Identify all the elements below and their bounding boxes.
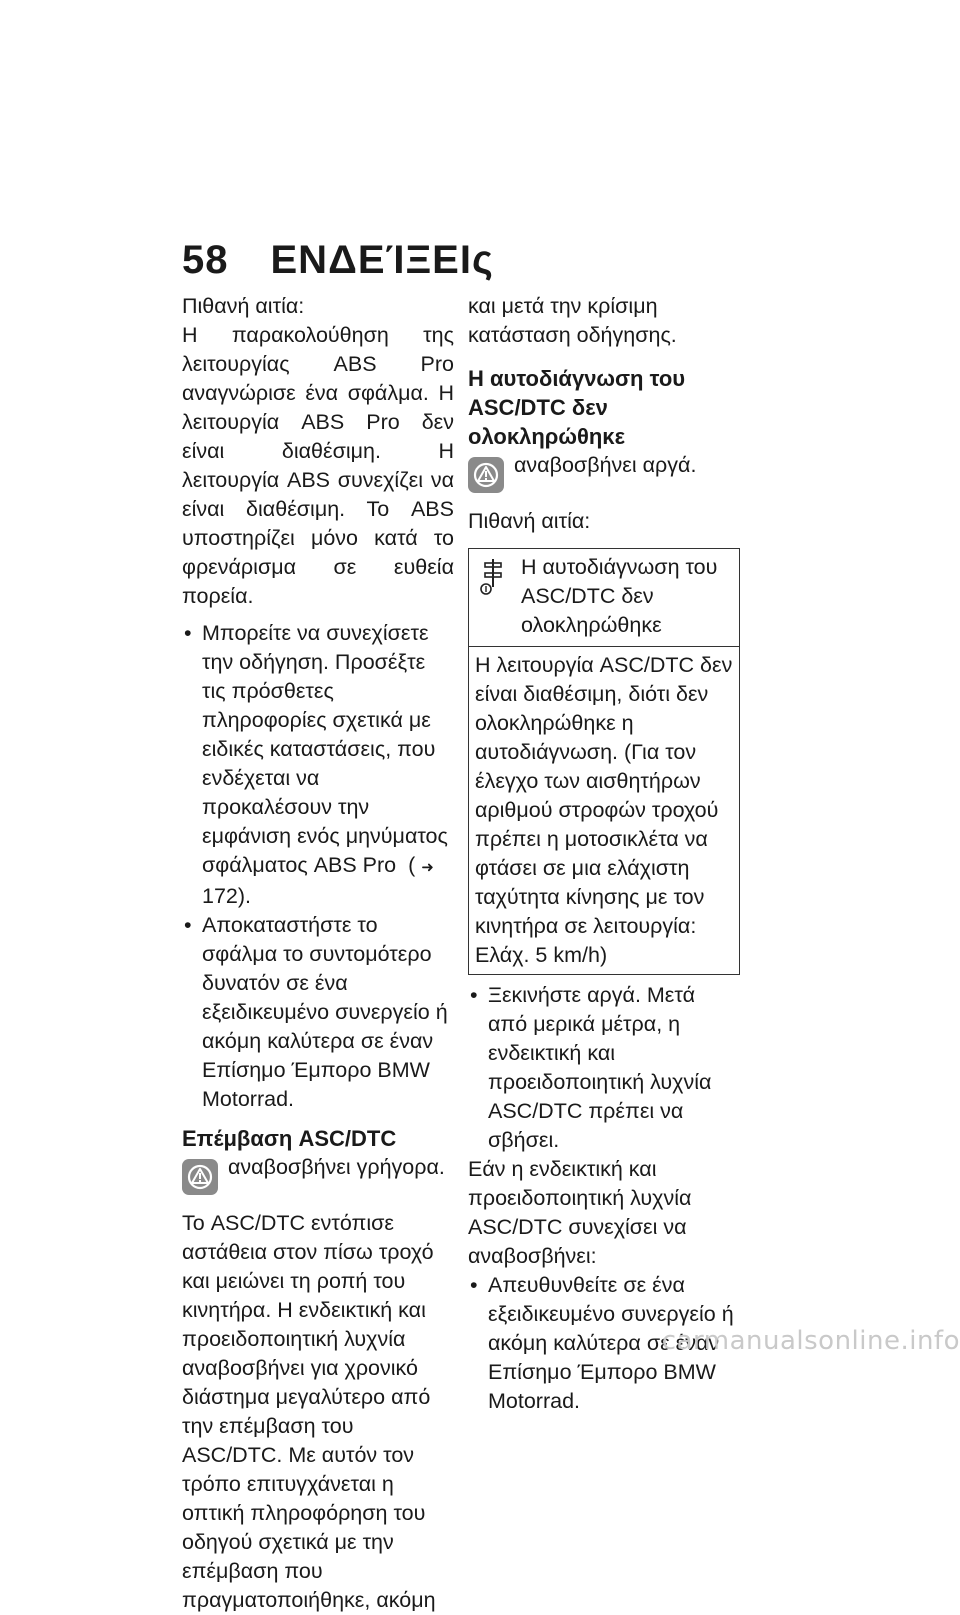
if-still-flashing-text: Εάν η ενδεικτική και προειδοποιητική λυχνία ASC/DTC συνεχίσει να αναβοσβήνει: (468, 1157, 692, 1268)
box-header-text: Η αυτοδιάγνωση του ASC/DTC δεν ολοκληρώθηκε (521, 555, 718, 637)
flash-slow-text: αναβοσβήνει αργά. (514, 453, 697, 477)
cause-info-box (468, 548, 740, 975)
page-header (182, 238, 494, 283)
continuation-text: και μετά την κρίσιμη κατάσταση οδήγησης. (468, 294, 677, 347)
abs-pro-fault-text: Η παρακολούθηση της λειτουργίας ABS Pro αναγνώρισε ένα σφάλμα. Η λειτουργία ABS Pro δεν είναι διαθέσιμη. Η λειτουργία ABS συνεχίζει να είναι διαθέσιμη. Το ABS υποστηρίζει μόνο κατά το φρενάρισμα σε ευθεία πορεία. (182, 323, 454, 608)
repair-fault-text: Αποκαταστήστε το σφάλμα το συντομότερο δυνατόν σε ένα εξειδικευμένο συνεργείο ή ακόμη καλύτερα σε έναν Επίσημο Έμπορο BMW Motorrad. (202, 913, 448, 1111)
page-reference[interactable]: 172). (202, 884, 252, 908)
action-list (182, 619, 454, 1114)
cause-label: Πιθανή αιτία: (182, 294, 305, 318)
warning-light-row (468, 451, 740, 493)
watermark: carmanualsonline.info (661, 1326, 960, 1356)
page-number: 58 (182, 238, 229, 282)
cause-label: Πιθανή αιτία: (468, 509, 591, 533)
speed-sensor-icon (475, 557, 511, 597)
action-list (468, 981, 740, 1155)
reference-open: ( (408, 853, 416, 877)
left-column (182, 292, 454, 1615)
asc-dtc-warning-icon (182, 1159, 218, 1195)
asc-intervention-text: Το ASC/DTC εντόπισε αστάθεια στον πίσω τροχό και μειώνει τη ροπή του κινητήρα. Η ενδεικτική και προειδοποιητική λυχνία αναβοσβήνει για χρονικό διάστημα μεγαλύτερο από την επέμβαση του ASC/DTC. Με αυτόν τον τρόπο επιτυγχάνεται η οπτική πληροφόρηση του οδηγού σχετικά με την επέμβαση που πραγματοποιήθηκε, ακόμη (182, 1211, 436, 1612)
section-heading-asc-intervention: Επέμβαση ASC/DTC (182, 1126, 397, 1151)
info-box-header (469, 549, 739, 647)
list-item: • Απευθυνθείτε σε ένα εξειδικευμένο συνεργείο ή ακόμη καλύτερα σε έναν Επίσημο Έμπορο BMW Motorrad. (468, 1271, 740, 1416)
info-box-body: Η λειτουργία ASC/DTC δεν είναι διαθέσιμη, διότι δεν ολοκληρώθηκε η αυτοδιάγνωση. (Για τον έλεγχο των αισθητήρων αριθμού στροφών τροχού πρέπει η μοτοσικλέτα να φτάσει σε μια ελάχιστη ταχύτητα κίνησης με τον κινητήρα σε λειτουργία: Ελάχ. 5 km/h) (475, 653, 733, 967)
flash-fast-text: αναβοσβήνει γρήγορα. (228, 1155, 445, 1179)
warning-light-row (182, 1153, 454, 1195)
section-heading-self-diagnosis: Η αυτοδιάγνωση του ASC/DTC δεν ολοκληρώθηκε (468, 366, 686, 449)
list-item: • Ξεκινήστε αργά. Μετά από μερικά μέτρα, η ενδεικτική και προειδοποιητική λυχνία ASC/DTC πρέπει να σβήσει. (468, 981, 740, 1155)
continue-riding-text: Μπορείτε να συνεχίσετε την οδήγηση. Προσέξτε τις πρόσθετες πληροφορίες σχετικά με ειδικές καταστάσεις, που ενδέχεται να προκαλέσουν την εμφάνιση ενός μηνύματος σφάλματος ABS Pro (202, 621, 448, 877)
arrow-right-icon: ➜ (421, 859, 434, 876)
list-item (182, 619, 454, 911)
right-column (468, 292, 740, 1416)
page-title: ΕΝΔΕΊΞΕΙς (270, 238, 494, 282)
asc-dtc-warning-icon (468, 457, 504, 493)
list-item (182, 911, 454, 1114)
